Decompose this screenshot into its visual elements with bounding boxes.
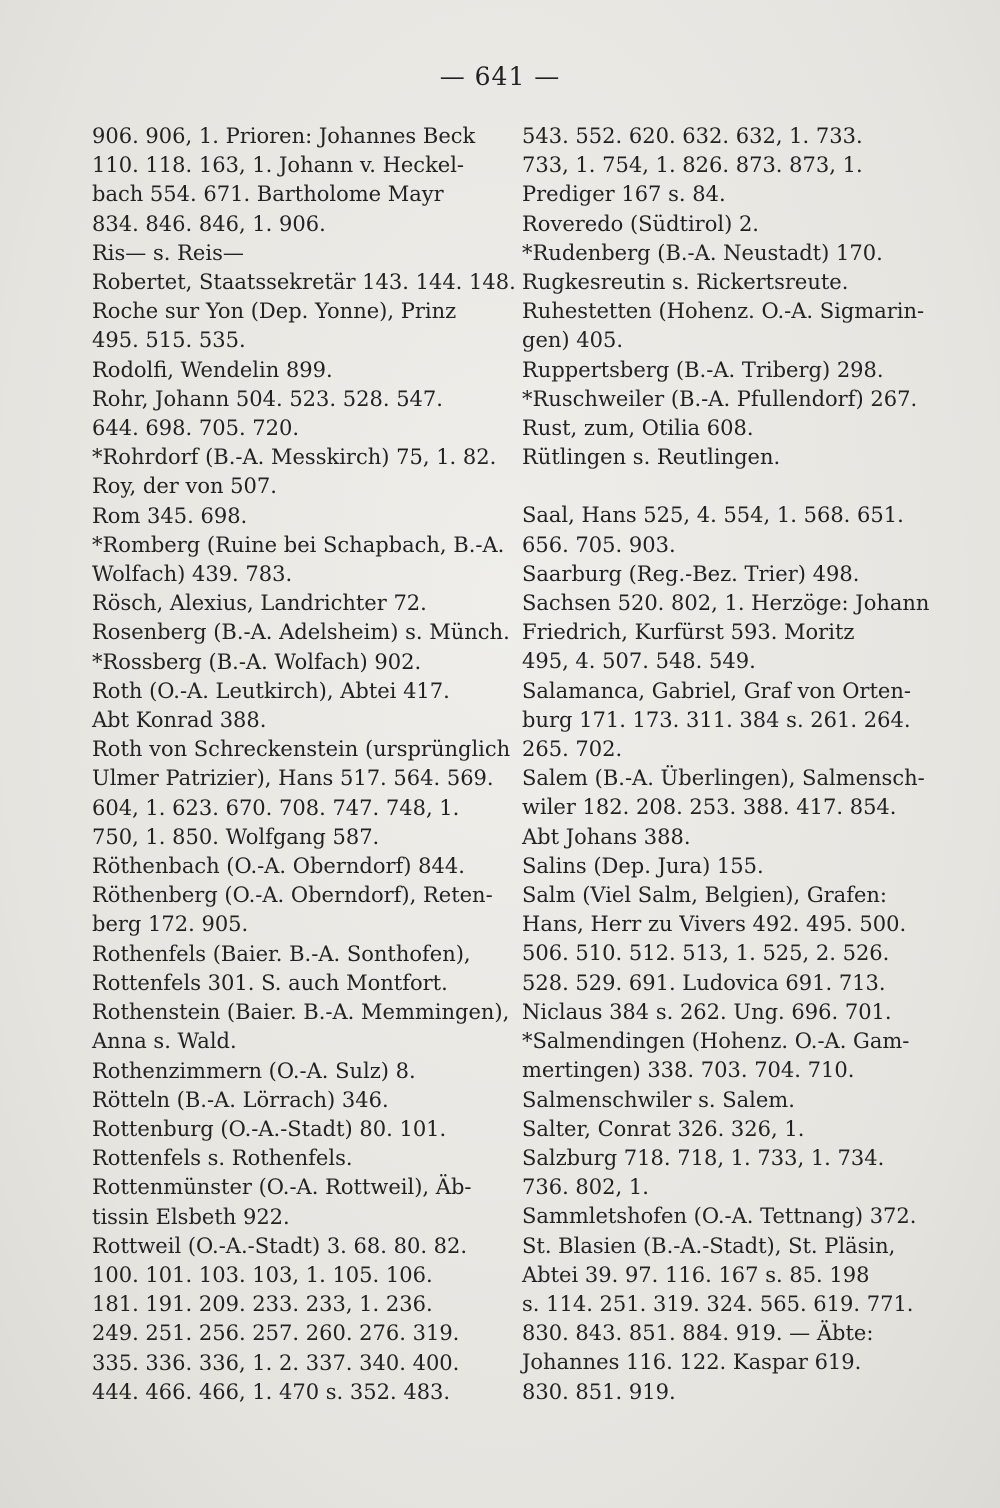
index-entry [92, 1173, 492, 1231]
index-entry-line: Hans, Herr zu Vivers 492. 495. 500. [522, 912, 907, 937]
index-entry-line: Röthenberg (O.-A. Oberndorf), Reten- [92, 883, 493, 908]
index-entry [92, 677, 492, 735]
index-entry-line: berg 172. 905. [92, 912, 249, 937]
index-entry [522, 589, 930, 677]
index-entry-line: Rütlingen s. Reutlingen. [522, 445, 781, 470]
index-entry [92, 998, 510, 1056]
index-entry [92, 1232, 492, 1407]
index-entry-line: 830. 851. 919. [522, 1379, 676, 1404]
index-entry [522, 1086, 922, 1115]
index-entry-line: Salter, Conrat 326. 326, 1. [522, 1116, 805, 1141]
index-entry-line: *Salmendingen (Hohenz. O.-A. Gam- [522, 1029, 910, 1054]
index-entry-line: Ulmer Patrizier), Hans 517. 564. 569. [92, 766, 494, 791]
index-entry-line: Johannes 116. 122. Kaspar 619. [522, 1350, 862, 1375]
index-entry-line: 444. 466. 466, 1. 470 s. 352. 483. [92, 1379, 451, 1404]
index-entry-line: 335. 336. 336, 1. 2. 337. 340. 400. [92, 1350, 460, 1375]
index-entry [92, 589, 492, 618]
index-entry-line: gen) 405. [522, 328, 624, 353]
index-entry-line: Rothenzimmern (O.-A. Sulz) 8. [92, 1058, 416, 1083]
index-entry-line: *Romberg (Ruine bei Schapbach, B.-A. [92, 532, 505, 557]
index-entry-line: 733, 1. 754, 1. 826. 873. 873, 1. [522, 153, 863, 178]
index-entry [92, 940, 492, 998]
section-gap [522, 472, 922, 501]
index-entry-line: 830. 843. 851. 884. 919. — Äbte: [522, 1321, 874, 1346]
index-entry-line: Roth (O.-A. Leutkirch), Abtei 417. [92, 678, 450, 703]
index-entry [522, 881, 922, 1027]
index-entry-line: s. 114. 251. 319. 324. 565. 619. 771. [522, 1291, 914, 1316]
index-entry-line: Sachsen 520. 802, 1. Herzöge: Johann [522, 591, 930, 616]
index-entry-line: 543. 552. 620. 632. 632, 1. 733. [522, 124, 863, 148]
index-entry [92, 1144, 492, 1173]
index-entry-line: 906. 906, 1. Prioren: Johannes Beck [92, 124, 476, 148]
index-entry-line: Salzburg 718. 718, 1. 733, 1. 734. [522, 1145, 885, 1170]
index-entry-line: burg 171. 173. 311. 384 s. 261. 264. [522, 707, 911, 732]
index-entry [92, 122, 492, 239]
index-entry-line: Prediger 167 s. 84. [522, 182, 726, 207]
page-number: — 641 — [439, 62, 561, 91]
index-entry [92, 356, 492, 385]
index-entry [522, 1232, 922, 1407]
index-entry-line: Ris— s. Reis— [92, 240, 244, 265]
index-entry-line: Abtei 39. 97. 116. 167 s. 85. 198 [522, 1262, 870, 1287]
index-entry [522, 414, 922, 443]
index-entry-line: Salm (Viel Salm, Belgien), Grafen: [522, 883, 887, 908]
index-entry-line: *Rohrdorf (B.-A. Messkirch) 75, 1. 82. [92, 445, 497, 470]
index-entry-line: 495, 4. 507. 548. 549. [522, 649, 756, 674]
index-entry-line: Sammletshofen (O.-A. Tettnang) 372. [522, 1204, 917, 1229]
index-entry-line: Roveredo (Südtirol) 2. [522, 211, 759, 236]
index-entry-line: *Rudenberg (B.-A. Neustadt) 170. [522, 240, 883, 265]
index-entry-line: Ruppertsberg (B.-A. Triberg) 298. [522, 357, 884, 382]
index-entry [92, 1086, 492, 1115]
index-entry-line: 604, 1. 623. 670. 708. 747. 748, 1. [92, 795, 460, 820]
index-entry [522, 560, 922, 589]
index-entry-line: 249. 251. 256. 257. 260. 276. 319. [92, 1321, 460, 1346]
index-entry-line: mertingen) 338. 703. 704. 710. [522, 1058, 855, 1083]
index-entry-line: St. Blasien (B.-A.-Stadt), St. Pläsin, [522, 1233, 896, 1258]
index-entry [92, 502, 492, 531]
left-column [92, 122, 516, 1407]
index-entry [92, 1115, 492, 1144]
index-entry [522, 852, 922, 881]
index-entry [92, 735, 511, 852]
index-entry-line: bach 554. 671. Bartholome Mayr [92, 182, 444, 207]
index-entry [92, 268, 516, 297]
index-entry [522, 1144, 922, 1202]
index-entry-line: Röthenbach (O.-A. Oberndorf) 844. [92, 854, 465, 879]
index-entry-line: Salins (Dep. Jura) 155. [522, 853, 764, 878]
index-entry-line: Ruhestetten (Hohenz. O.-A. Sigmarin- [522, 299, 925, 324]
index-entry-line: Friedrich, Kurfürst 593. Moritz [522, 620, 855, 645]
index-entry-line: Salamanca, Gabriel, Graf von Orten- [522, 678, 911, 703]
index-entry [92, 1057, 492, 1086]
index-entry-line: Salem (B.-A. Überlingen), Salmensch- [522, 766, 925, 791]
index-entry-line: Roche sur Yon (Dep. Yonne), Prinz [92, 299, 457, 324]
index-entry [92, 531, 505, 589]
index-entry-line: Rom 345. 698. [92, 503, 248, 528]
index-entry [92, 385, 492, 443]
index-entry [92, 443, 497, 472]
index-entry [522, 297, 925, 355]
index-entry-line: Rosenberg (B.-A. Adelsheim) s. Münch. [92, 620, 510, 645]
index-entry [92, 852, 492, 881]
index-entry-line: *Rossberg (B.-A. Wolfach) 902. [92, 649, 422, 674]
index-entry [522, 356, 922, 385]
index-entry-line: Anna s. Wald. [92, 1029, 237, 1054]
index-entry [522, 210, 922, 239]
index-entry-line: Rötteln (B.-A. Lörrach) 346. [92, 1087, 389, 1112]
index-entry [92, 472, 492, 501]
index-entry [522, 385, 922, 414]
index-entry-line: Rothenstein (Baier. B.-A. Memmingen), [92, 1000, 510, 1025]
index-entry-line: Niclaus 384 s. 262. Ung. 696. 701. [522, 999, 892, 1024]
index-entry [92, 618, 510, 647]
index-entry-line: 100. 101. 103. 103, 1. 105. 106. [92, 1262, 433, 1287]
index-entry-line: Rösch, Alexius, Landrichter 72. [92, 591, 427, 616]
index-entry [522, 268, 922, 297]
index-entry-line: Rodolfi, Wendelin 899. [92, 357, 333, 382]
index-entry-line: Rottenfels 301. S. auch Montfort. [92, 970, 448, 995]
index-entry-line: Saal, Hans 525, 4. 554, 1. 568. 651. [522, 503, 904, 528]
index-entry-line: Roth von Schreckenstein (ursprünglich [92, 737, 511, 762]
index-entry-line: Saarburg (Reg.-Bez. Trier) 498. [522, 561, 860, 586]
index-entry-line: 750, 1. 850. Wolfgang 587. [92, 824, 380, 849]
index-entry [522, 677, 922, 765]
index-entry [92, 648, 492, 677]
index-entry [522, 764, 925, 852]
index-entry [92, 881, 492, 939]
index-entry [522, 501, 922, 559]
index-entry [522, 239, 922, 268]
index-entry-line: 834. 846. 846, 1. 906. [92, 211, 326, 236]
index-entry [92, 239, 492, 268]
index-entry-line: 110. 118. 163, 1. Johann v. Heckel- [92, 153, 465, 178]
index-entry-line: Roy, der von 507. [92, 474, 277, 499]
index-entry-line: Rottweil (O.-A.-Stadt) 3. 68. 80. 82. [92, 1233, 468, 1258]
index-entry-line: tissin Elsbeth 922. [92, 1204, 290, 1229]
index-entry [522, 1027, 922, 1085]
index-entry-line: Rottenfels s. Rothenfels. [92, 1146, 353, 1171]
index-entry-line: 736. 802, 1. [522, 1175, 649, 1200]
index-entry-line: 528. 529. 691. Ludovica 691. 713. [522, 970, 886, 995]
index-entry-line: Rohr, Johann 504. 523. 528. 547. [92, 386, 443, 411]
index-entry-line: 181. 191. 209. 233. 233, 1. 236. [92, 1292, 433, 1317]
index-entry-line: 656. 705. 903. [522, 532, 676, 557]
index-entry-line: Robertet, Staatssekretär 143. 144. 148. [92, 270, 516, 295]
index-entry-line: Rugkesreutin s. Rickertsreute. [522, 270, 849, 295]
index-entry-line: Wolfach) 439. 783. [92, 562, 293, 587]
index-entry-line: Salmenschwiler s. Salem. [522, 1087, 795, 1112]
index-entry-line: Abt Konrad 388. [92, 708, 267, 733]
index-entry-line: 506. 510. 512. 513, 1. 525, 2. 526. [522, 941, 890, 966]
index-entry [522, 1115, 922, 1144]
index-entry-line: wiler 182. 208. 253. 388. 417. 854. [522, 795, 897, 820]
index-entry-line: Abt Johans 388. [522, 824, 691, 849]
index-entry-line: 265. 702. [522, 737, 623, 762]
index-entry [522, 443, 922, 472]
index-entry-line: Rothenfels (Baier. B.-A. Sonthofen), [92, 941, 471, 966]
index-entry-line: Rottenburg (O.-A.-Stadt) 80. 101. [92, 1116, 447, 1141]
right-column [522, 122, 930, 1407]
index-entry [92, 297, 492, 355]
index-entry [522, 1202, 922, 1231]
index-entry-line: Rottenmünster (O.-A. Rottweil), Äb- [92, 1175, 472, 1200]
index-entry-line: 644. 698. 705. 720. [92, 416, 300, 441]
index-entry [522, 122, 922, 210]
index-entry-line: 495. 515. 535. [92, 328, 246, 353]
index-entry-line: Rust, zum, Otilia 608. [522, 416, 754, 441]
index-entry-line: *Ruschweiler (B.-A. Pfullendorf) 267. [522, 386, 918, 411]
